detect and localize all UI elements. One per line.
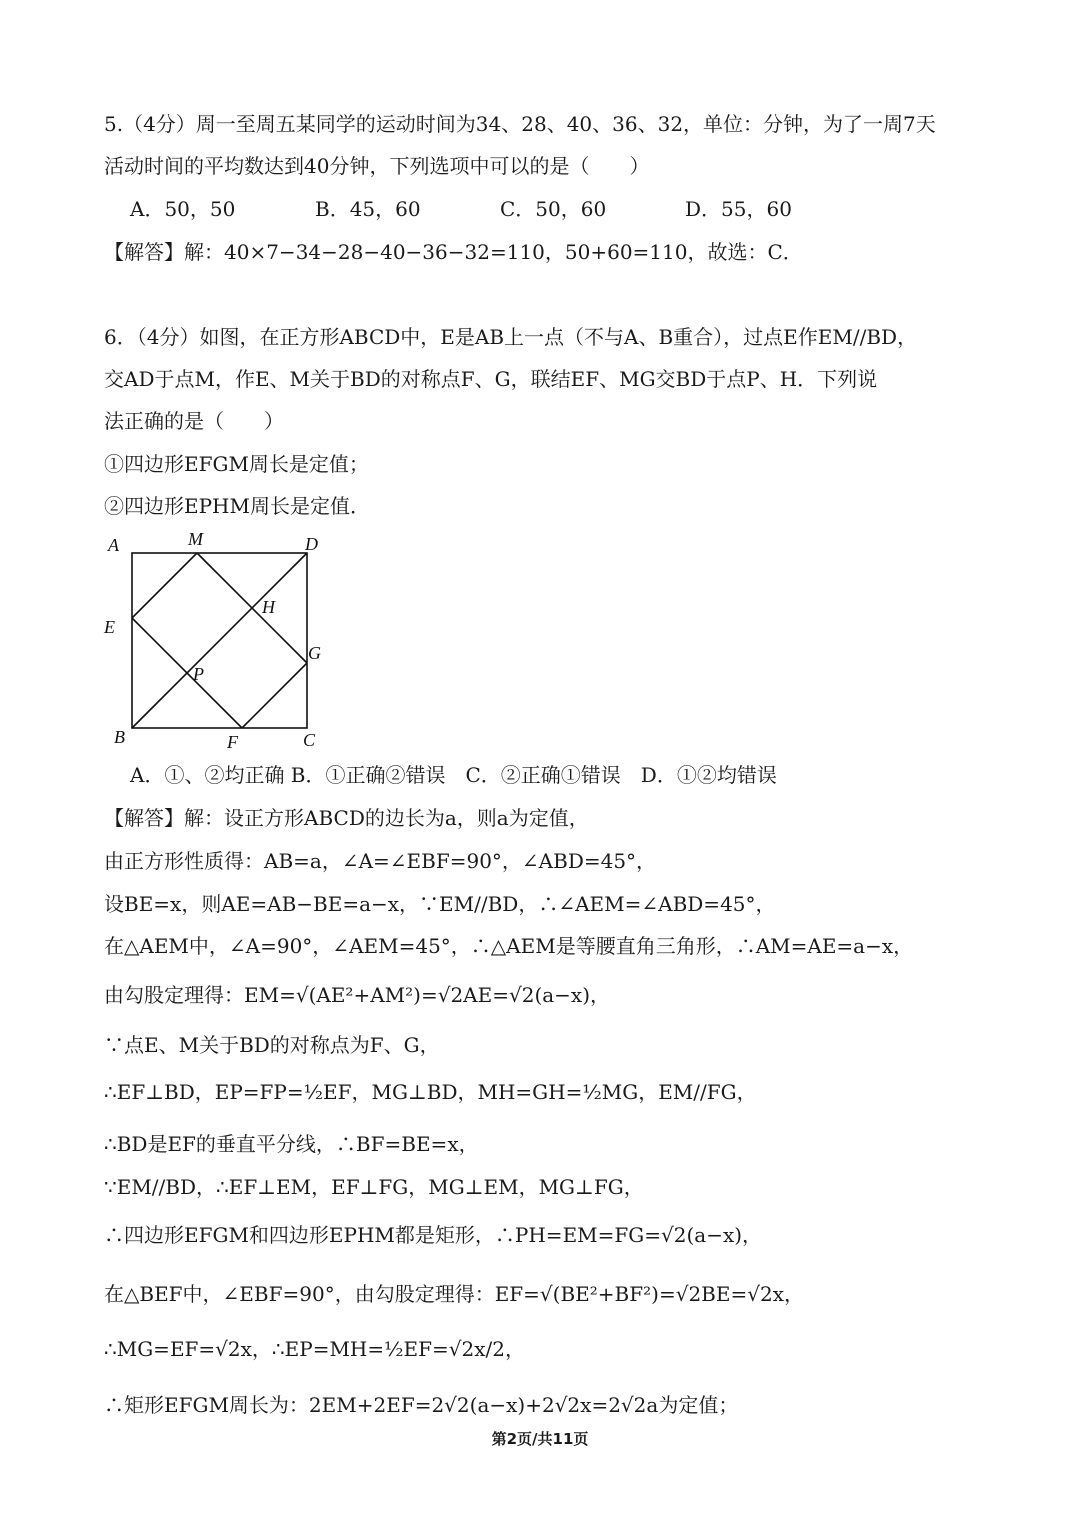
q5-option-a: A．50，50 xyxy=(130,197,236,221)
q6-statement-2: ②四边形EPHM周长是定值． xyxy=(104,494,370,518)
q6-solution-line: ∴EF⊥BD，EP=FP=½EF，MG⊥BD，MH=GH=½MG，EM//FG， xyxy=(104,1080,757,1104)
label-b: B xyxy=(114,727,125,747)
q6-stem-line1: 6．（4分）如图，在正方形ABCD中，E是AB上一点（不与A、B重合），过点E作EM//BD， xyxy=(104,325,918,349)
label-c: C xyxy=(303,730,316,750)
q6-solution-line: ∴BD是EF的垂直平分线，∴BF=BE=x， xyxy=(104,1132,479,1156)
q6-solution-line: 由勾股定理得：EM=√(AE²+AM²)=√2AE=√2(a−x)， xyxy=(104,983,611,1007)
q6-solution-line: ∵EM//BD，∴EF⊥EM，EF⊥FG，MG⊥EM，MG⊥FG， xyxy=(104,1175,644,1199)
label-m: M xyxy=(188,529,203,549)
q5-stem-line2: 活动时间的平均数达到40分钟，下列选项中可以的是（ ） xyxy=(104,154,650,178)
label-d: D xyxy=(305,534,318,554)
q6-statement-1: ①四边形EFGM周长是定值； xyxy=(104,452,369,476)
q6-stem-line2: 交AD于点M，作E、M关于BD的对称点F、G，联结EF、MG交BD于点P、H．下列说 xyxy=(104,367,878,391)
page-footer: 第2页/共11页 xyxy=(491,1430,589,1448)
label-e: E xyxy=(104,617,115,637)
q6-solution-line: ∴MG=EF=√2x，∴EP=MH=½EF=√2x/2， xyxy=(104,1337,525,1361)
q5-option-b: B．45，60 xyxy=(315,197,421,221)
q6-stem-line3: 法正确的是（ ） xyxy=(104,409,284,433)
q5-answer: 【解答】解：40×7−34−28−40−36−32=110，50+60=110，故选：C． xyxy=(104,240,803,264)
segment-em xyxy=(132,553,197,618)
q6-solution-line: ∴四边形EFGM和四边形EPHM都是矩形，∴PH=EM=FG=√2(a−x)， xyxy=(104,1223,763,1247)
geometry-figure xyxy=(100,530,335,755)
q6-solution-line: 【解答】解：设正方形ABCD的边长为a，则a为定值， xyxy=(104,806,589,830)
label-f: F xyxy=(227,732,238,752)
label-a: A xyxy=(108,535,119,555)
label-p: P xyxy=(193,664,204,684)
q6-solution-line: 在△AEM中，∠A=90°，∠AEM=45°，∴△AEM是等腰直角三角形，∴AM=AE=a−x， xyxy=(104,934,914,958)
label-g: G xyxy=(308,643,321,663)
q5-option-d: D．55，60 xyxy=(685,197,792,221)
q5-option-c: C．50，60 xyxy=(500,197,607,221)
diagonal-bd xyxy=(132,553,307,728)
q6-solution-line: 在△BEF中，∠EBF=90°，由勾股定理得：EF=√(BE²+BF²)=√2BE=√2x， xyxy=(104,1282,804,1306)
q6-solution-line: ∵点E、M关于BD的对称点为F、G， xyxy=(104,1033,440,1057)
q6-solution-line: 由正方形性质得：AB=a，∠A=∠EBF=90°，∠ABD=45°， xyxy=(104,849,657,873)
q6-solution-line: ∴矩形EFGM周长为：2EM+2EF=2√2(a−x)+2√2x=2√2a为定值； xyxy=(104,1393,739,1417)
q6-options: A．①、②均正确 B．①正确②错误 C．②正确①错误 D．①②均错误 xyxy=(130,763,777,787)
q5-stem-line1: 5.（4分）周一至周五某同学的运动时间为34、28、40、36、32，单位：分钟，为了一周7天 xyxy=(104,112,936,136)
q6-solution-line: 设BE=x，则AE=AB−BE=a−x，∵EM//BD，∴∠AEM=∠ABD=45°， xyxy=(104,892,776,916)
label-h: H xyxy=(262,597,275,617)
square-diagram xyxy=(100,530,335,755)
segment-fg xyxy=(242,663,307,728)
q5-options xyxy=(130,195,792,223)
